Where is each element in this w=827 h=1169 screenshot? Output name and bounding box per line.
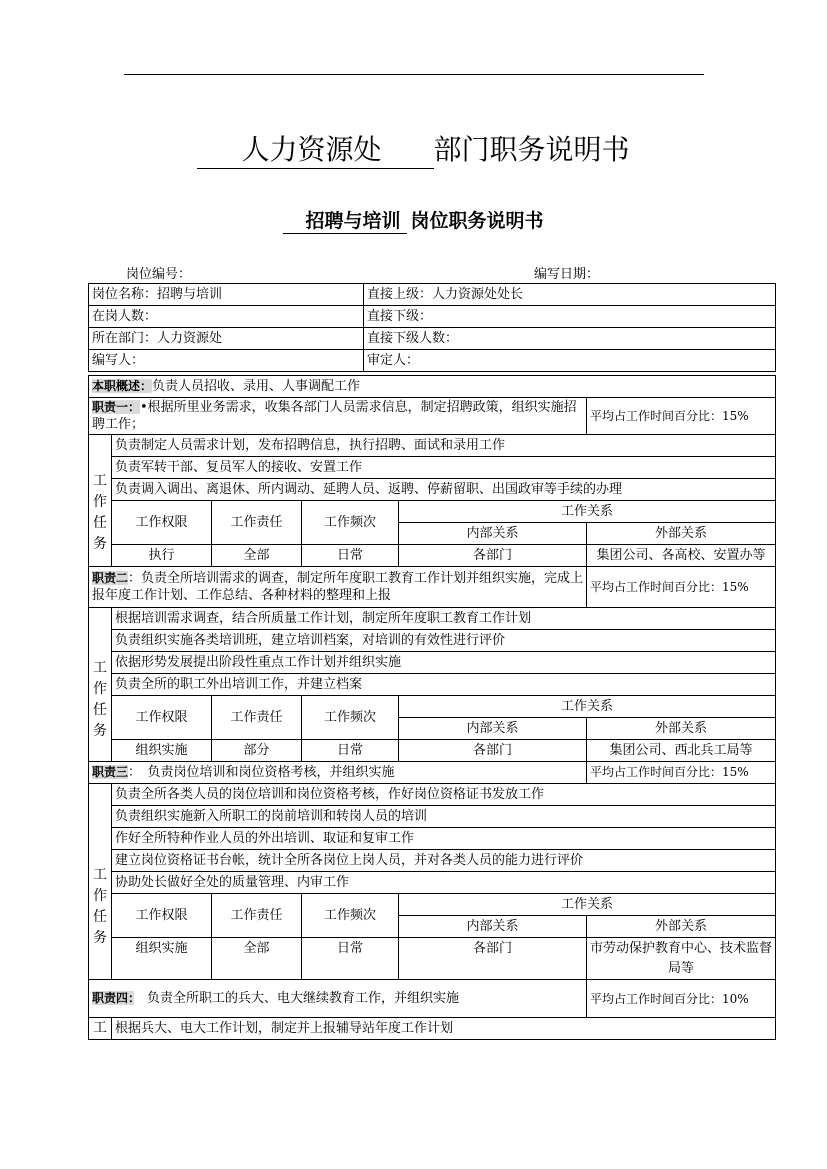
job-description-table (88, 283, 776, 1040)
header-external: 外部关系 (587, 523, 776, 545)
header-frequency: 工作频次 (302, 894, 399, 938)
duty-1-label: 职责一： (92, 400, 141, 414)
job-summary-label: 本职概述： (92, 379, 153, 393)
duty-2-label: 职责二 (92, 571, 129, 585)
post-name-field: 岗位名称：招聘与培训 (89, 284, 364, 306)
duty-3-responsibility: 全部 (212, 938, 302, 980)
duty-3-authority: 组织实施 (112, 938, 212, 980)
duty-4-text: 负责全所职工的兵大、电大继续教育工作，并组织实施 (134, 991, 460, 1006)
header-responsibility: 工作责任 (212, 696, 302, 740)
duty-4-time-share: 平均占工作时间百分比：10% (587, 980, 776, 1018)
duty-2-task-label: 工 作 任 务 (89, 608, 112, 762)
header-responsibility: 工作责任 (212, 501, 302, 545)
job-summary-text: 负责人员招收、录用、人事调配工作 (152, 379, 361, 394)
header-internal: 内部关系 (399, 523, 587, 545)
direct-subordinate-field: 直接下级： (364, 306, 776, 328)
duty-2-external: 集团公司、西北兵工局等 (587, 740, 776, 762)
duty-3-task-3: 作好全所特种作业人员的外出培训、取证和复审工作 (112, 828, 776, 850)
header-frequency: 工作频次 (302, 696, 399, 740)
header-authority: 工作权限 (112, 501, 212, 545)
duty-1-frequency: 日常 (302, 545, 399, 567)
document-title (0, 128, 827, 169)
compile-date-label: 编写日期： (534, 267, 600, 282)
duty-1-responsibility: 全部 (212, 545, 302, 567)
duty-2-description (89, 567, 587, 608)
duty-2-task-2: 负责组织实施各类培训班，建立培训档案，对培训的有效性进行评价 (112, 630, 776, 652)
duty-1-time-share: 平均占工作时间百分比：15% (587, 398, 776, 435)
post-number-label: 岗位编号： (126, 267, 192, 282)
header-relations: 工作关系 (399, 501, 776, 523)
duty-1-authority: 执行 (112, 545, 212, 567)
duty-2-task-4: 负责全所的职工外出培训工作，并建立档案 (112, 674, 776, 696)
header-rule (124, 74, 704, 75)
duty-3-time-share: 平均占工作时间百分比：15% (587, 762, 776, 784)
header-responsibility: 工作责任 (212, 894, 302, 938)
duty-2-task-1: 根据培训需求调查，结合所质量工作计划，制定所年度职工教育工作计划 (112, 608, 776, 630)
duty-4-label: 职责四： (92, 991, 135, 1005)
post-title-name: 招聘与培训 (283, 206, 406, 234)
header-authority: 工作权限 (112, 696, 212, 740)
duty-2-task-3: 依据形势发展提出阶段性重点工作计划并组织实施 (112, 652, 776, 674)
post-title (0, 206, 827, 234)
header-relations: 工作关系 (399, 894, 776, 916)
post-title-suffix: 岗位职务说明书 (410, 210, 544, 232)
duty-3-task-1: 负责全所各类人员的岗位培训和岗位资格考核，作好岗位资格证书发放工作 (112, 784, 776, 806)
duty-2-responsibility: 部分 (212, 740, 302, 762)
duty-2-internal: 各部门 (399, 740, 587, 762)
header-internal: 内部关系 (399, 718, 587, 740)
document-title-department: 人力资源处 (197, 128, 433, 169)
duty-3-task-2: 负责组织实施新入所职工的岗前培训和转岗人员的培训 (112, 806, 776, 828)
duty-3-internal: 各部门 (399, 938, 587, 980)
duty-3-external: 市劳动保护教育中心、技术监督局等 (587, 938, 776, 980)
header-external: 外部关系 (587, 718, 776, 740)
duty-1-external: 集团公司、各高校、安置办等 (587, 545, 776, 567)
duty-1-text: •根据所里业务需求，收集各部门人员需求信息，制定招聘政策，组织实施招聘工作； (92, 400, 577, 432)
department-field: 所在部门：人力资源处 (89, 328, 364, 350)
subordinate-count-field: 直接下级人数： (364, 328, 776, 350)
direct-superior-field: 直接上级：人力资源处处长 (364, 284, 776, 306)
job-summary (89, 376, 776, 398)
header-relations: 工作关系 (399, 696, 776, 718)
duty-1-task-2: 负责军转干部、复员军人的接收、安置工作 (112, 457, 776, 479)
duty-3-text: ： 负责岗位培训和岗位资格考核，并组织实施 (128, 765, 395, 780)
writer-field: 编写人： (89, 350, 364, 372)
duty-1-description (89, 398, 587, 435)
document-title-suffix: 部门职务说明书 (433, 133, 630, 166)
duty-3-task-5: 协助处长做好全处的质量管理、内审工作 (112, 872, 776, 894)
duty-4-task-label: 工 (89, 1018, 112, 1040)
duty-2-frequency: 日常 (302, 740, 399, 762)
header-external: 外部关系 (587, 916, 776, 938)
duty-2-authority: 组织实施 (112, 740, 212, 762)
duty-3-description (89, 762, 587, 784)
header-frequency: 工作频次 (302, 501, 399, 545)
duty-1-task-1: 负责制定人员需求计划，发布招聘信息，执行招聘、面试和录用工作 (112, 435, 776, 457)
duty-2-time-share: 平均占工作时间百分比：15% (587, 567, 776, 608)
header-authority: 工作权限 (112, 894, 212, 938)
duty-3-label: 职责三 (92, 765, 129, 779)
duty-1-task-label: 工 作 任 务 (89, 435, 112, 567)
duty-2-text: ：负责全所培训需求的调查，制定所年度职工教育工作计划并组织实施，完成上报年度工作计划、工作总结、各种材料的整理和上报 (92, 571, 584, 603)
headcount-field: 在岗人数： (89, 306, 364, 328)
duty-1-internal: 各部门 (399, 545, 587, 567)
duty-4-task-1: 根据兵大、电大工作计划，制定并上报辅导站年度工作计划 (112, 1018, 776, 1040)
duty-3-task-4: 建立岗位资格证书台帐，统计全所各岗位上岗人员，并对各类人员的能力进行评价 (112, 850, 776, 872)
duty-3-frequency: 日常 (302, 938, 399, 980)
header-internal: 内部关系 (399, 916, 587, 938)
duty-3-task-label: 工 作 任 务 (89, 784, 112, 980)
reviewer-field: 审定人： (364, 350, 776, 372)
duty-4-description (89, 980, 587, 1018)
duty-1-task-3: 负责调入调出、离退休、所内调动、延聘人员、返聘、停薪留职、出国政审等手续的办理 (112, 479, 776, 501)
